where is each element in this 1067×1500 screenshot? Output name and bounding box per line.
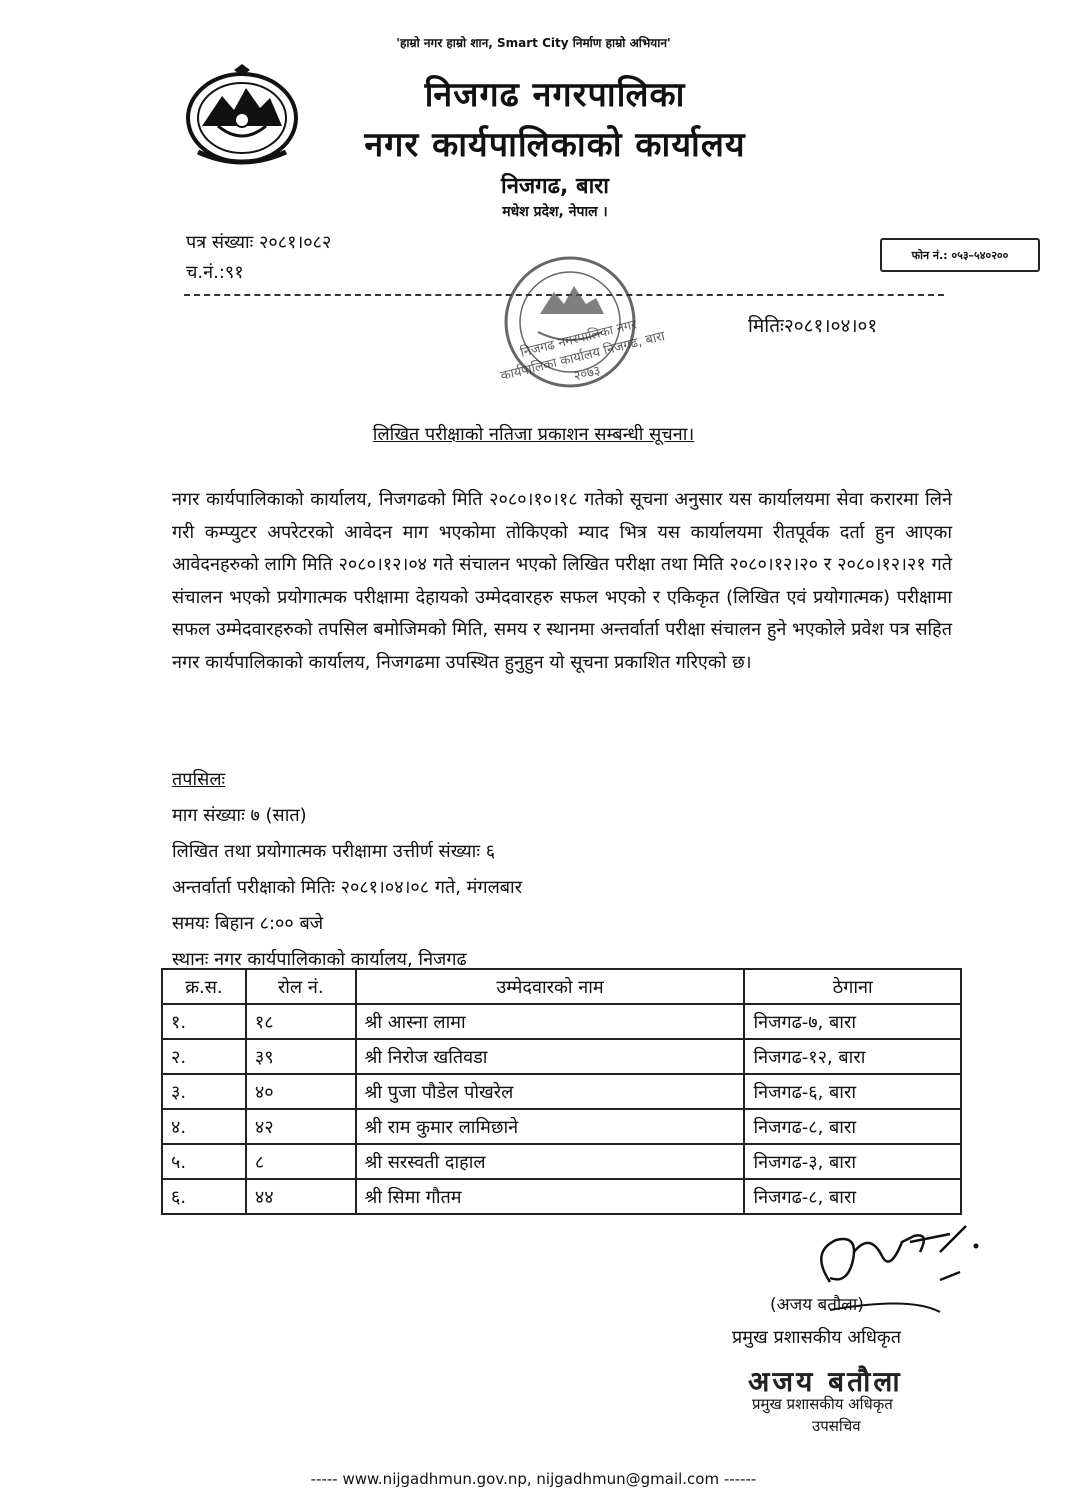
cell-roll: ३९ <box>246 1039 356 1074</box>
cell-serial: २. <box>162 1039 246 1074</box>
header-serial: क्र.स. <box>162 969 246 1004</box>
notice-subject <box>0 422 1067 446</box>
cell-serial: ६. <box>162 1179 246 1214</box>
cell-serial: ३. <box>162 1074 246 1109</box>
cell-serial: १. <box>162 1004 246 1039</box>
table-row <box>162 1004 961 1039</box>
seal-title: प्रमुख प्रशासकीय अधिकृत <box>752 1395 893 1413</box>
cell-name: श्री सिमा गौतम <box>356 1179 745 1214</box>
municipality-title: निजगढ नगरपालिका <box>424 75 686 115</box>
interview-venue: स्थानः नगर कार्यपालिकाको कार्यालय, निजगढ <box>172 949 467 970</box>
cell-name: श्री निरोज खतिवडा <box>356 1039 745 1074</box>
dispatch-number: च.नं.:९१ <box>186 262 244 283</box>
signatory-name: (अजय बतौला) <box>770 1295 864 1315</box>
cell-address: निजगढ-१२, बारा <box>744 1039 961 1074</box>
cell-name: श्री आस्ना लामा <box>356 1004 745 1039</box>
header-slogan: 'हाम्रो नगर हाम्रो शान, Smart City निर्माण हाम्रो अभियान' <box>396 36 671 50</box>
table-row <box>162 1074 961 1109</box>
details-heading: तपसिलः <box>172 769 226 790</box>
notice-subject-text: लिखित परीक्षाको नतिजा प्रकाशन सम्बन्धी सूचना। <box>372 424 695 445</box>
cell-roll: ८ <box>246 1144 356 1179</box>
cell-roll: १८ <box>246 1004 356 1039</box>
letter-date: मितिः२०८१।०४।०१ <box>748 315 878 337</box>
candidate-table <box>161 968 962 1215</box>
header-name: उम्मेदवारको नाम <box>356 969 745 1004</box>
interview-time: समयः बिहान ८:०० बजे <box>172 913 324 934</box>
cell-serial: ४. <box>162 1109 246 1144</box>
office-province: मधेश प्रदेश, नेपाल । <box>502 204 608 220</box>
cell-roll: ४० <box>246 1074 356 1109</box>
cell-address: निजगढ-८, बारा <box>744 1109 961 1144</box>
cell-roll: ४२ <box>246 1109 356 1144</box>
table-row <box>162 1109 961 1144</box>
cell-address: निजगढ-३, बारा <box>744 1144 961 1179</box>
cell-address: निजगढ-८, बारा <box>744 1179 961 1214</box>
office-stamp-text: निजगढ नगरपालिका नगर कार्यपालिका कार्यालय निजगढ, बारा २०७३ <box>499 317 667 385</box>
cell-name: श्री पुजा पौडेल पोखरेल <box>356 1074 745 1109</box>
cell-address: निजगढ-७, बारा <box>744 1004 961 1039</box>
cell-serial: ५. <box>162 1144 246 1179</box>
demand-count: माग संख्याः ७ (सात) <box>172 805 307 826</box>
cell-address: निजगढ-६, बारा <box>744 1074 961 1109</box>
seal-rank: उपसचिव <box>812 1417 861 1435</box>
office-place: निजगढ, बारा <box>501 174 609 199</box>
reference-number: पत्र संख्याः २०८१।०८२ <box>186 232 332 253</box>
table-row <box>162 1144 961 1179</box>
header-roll: रोल नं. <box>246 969 356 1004</box>
phone-box: फोन नं.: ०५३–५४०२०० <box>880 238 1040 272</box>
office-title: नगर कार्यपालिकाको कार्यालय <box>364 125 746 165</box>
header-address: ठेगाना <box>744 969 961 1004</box>
notice-body: नगर कार्यपालिकाको कार्यालय, निजगढको मिति २०८०।१०।१८ गतेको सूचना अनुसार यस कार्यालयमा सेवा करारमा लिने गरी कम्प्युटर अपरेटरको आवेदन माग भएकोमा तोकिएको म्याद भित्र यस कार्यालयमा रीतपूर्वक दर्ता हुन आएका आवेदनहरुको लागि मिति २०८०।१२।०४ गते संचालन भएको लिखित परीक्षा तथा मिति २०८०।१२।२० र २०८०।१२।२१ गते संचालन भएको प्रयोगात्मक परीक्षामा देहायको उम्मेदवारहरु सफल भएको र एकिकृत (लिखित एवं प्रयोगात्मक) परीक्षामा सफल उम्मेदवारहरुको तपसिल बमोजिमको मिति, समय र स्थानमा अन्तर्वार्ता परीक्षा संचालन हुने भएकोले प्रवेश पत्र सहित नगर कार्यपालिकाको कार्यालय, निजगढमा उपस्थित हुनुहुन यो सूचना प्रकाशित गरिएको छ। <box>172 489 952 673</box>
footer-contact: ----- www.nijgadhmun.gov.np, nijgadhmun@gmail.com ------ <box>310 1470 757 1488</box>
nepal-emblem-icon <box>178 62 306 172</box>
cell-name: श्री सरस्वती दाहाल <box>356 1144 745 1179</box>
interview-date: अन्तर्वार्ता परीक्षाको मितिः २०८१।०४।०८ गते, मंगलबार <box>172 877 523 898</box>
cell-roll: ४४ <box>246 1179 356 1214</box>
cell-name: श्री राम कुमार लामिछाने <box>356 1109 745 1144</box>
seal-name: अजय बतौला <box>748 1365 903 1398</box>
passed-count: लिखित तथा प्रयोगात्मक परीक्षामा उत्तीर्ण संख्याः ६ <box>172 841 496 862</box>
table-header-row <box>162 969 961 1004</box>
notice-details <box>172 762 522 978</box>
table-row <box>162 1179 961 1214</box>
signatory-title: प्रमुख प्रशासकीय अधिकृत <box>732 1327 901 1348</box>
table-row <box>162 1039 961 1074</box>
